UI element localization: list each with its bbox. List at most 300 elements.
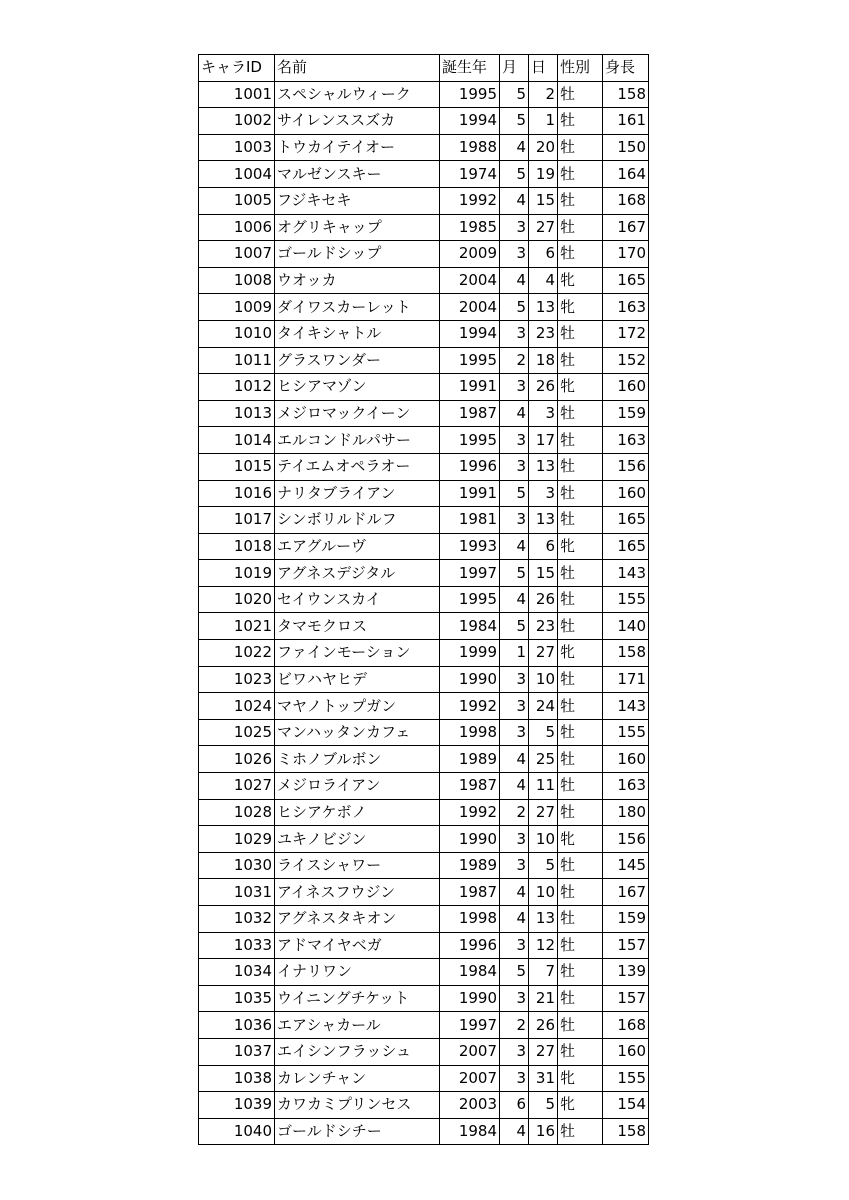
- table-row: [199, 241, 649, 268]
- cell-month: 5: [500, 959, 529, 986]
- cell-name: ヒシアケボノ: [275, 799, 440, 826]
- cell-sex: 牡: [558, 773, 603, 800]
- cell-chara-id: 1039: [199, 1092, 275, 1119]
- cell-day: 25: [529, 746, 558, 773]
- cell-sex: 牡: [558, 985, 603, 1012]
- table-row: [199, 985, 649, 1012]
- table-row: [199, 108, 649, 135]
- cell-chara-id: 1007: [199, 241, 275, 268]
- cell-sex: 牡: [558, 666, 603, 693]
- cell-height: 152: [603, 347, 649, 374]
- cell-month: 3: [500, 1065, 529, 1092]
- cell-name: アイネスフウジン: [275, 879, 440, 906]
- cell-birth-year: 1992: [440, 799, 500, 826]
- cell-height: 157: [603, 932, 649, 959]
- header-row: [199, 55, 649, 82]
- cell-day: 27: [529, 799, 558, 826]
- cell-month: 2: [500, 799, 529, 826]
- cell-birth-year: 1996: [440, 932, 500, 959]
- cell-birth-year: 2004: [440, 267, 500, 294]
- cell-height: 160: [603, 480, 649, 507]
- cell-month: 3: [500, 826, 529, 853]
- cell-month: 2: [500, 1012, 529, 1039]
- cell-name: アドマイヤベガ: [275, 932, 440, 959]
- cell-day: 12: [529, 932, 558, 959]
- cell-day: 13: [529, 507, 558, 534]
- cell-day: 23: [529, 320, 558, 347]
- cell-birth-year: 1991: [440, 480, 500, 507]
- cell-month: 5: [500, 81, 529, 108]
- cell-day: 4: [529, 267, 558, 294]
- cell-birth-year: 1992: [440, 693, 500, 720]
- cell-birth-year: 2009: [440, 241, 500, 268]
- cell-day: 24: [529, 693, 558, 720]
- cell-name: エアグルーヴ: [275, 533, 440, 560]
- cell-birth-year: 1996: [440, 453, 500, 480]
- cell-chara-id: 1034: [199, 959, 275, 986]
- table-row: [199, 906, 649, 933]
- table-row: [199, 826, 649, 853]
- cell-name: イナリワン: [275, 959, 440, 986]
- table-row: [199, 1118, 649, 1145]
- cell-month: 3: [500, 320, 529, 347]
- cell-day: 6: [529, 241, 558, 268]
- cell-day: 6: [529, 533, 558, 560]
- cell-month: 3: [500, 666, 529, 693]
- header-month: 月: [500, 55, 529, 82]
- cell-height: 165: [603, 507, 649, 534]
- cell-sex: 牡: [558, 959, 603, 986]
- cell-birth-year: 1993: [440, 533, 500, 560]
- table-row: [199, 161, 649, 188]
- cell-height: 163: [603, 773, 649, 800]
- cell-name: マヤノトップガン: [275, 693, 440, 720]
- cell-sex: 牡: [558, 427, 603, 454]
- cell-height: 168: [603, 187, 649, 214]
- table-row: [199, 320, 649, 347]
- header-height: 身長: [603, 55, 649, 82]
- cell-day: 23: [529, 613, 558, 640]
- cell-birth-year: 1988: [440, 134, 500, 161]
- cell-sex: 牡: [558, 507, 603, 534]
- cell-birth-year: 2007: [440, 1065, 500, 1092]
- cell-birth-year: 1997: [440, 1012, 500, 1039]
- cell-day: 3: [529, 400, 558, 427]
- cell-sex: 牡: [558, 480, 603, 507]
- cell-sex: 牡: [558, 852, 603, 879]
- cell-height: 160: [603, 1038, 649, 1065]
- cell-name: タマモクロス: [275, 613, 440, 640]
- cell-chara-id: 1003: [199, 134, 275, 161]
- cell-day: 27: [529, 640, 558, 667]
- cell-name: アグネスタキオン: [275, 906, 440, 933]
- cell-birth-year: 1990: [440, 985, 500, 1012]
- cell-birth-year: 2004: [440, 294, 500, 321]
- cell-chara-id: 1032: [199, 906, 275, 933]
- cell-birth-year: 1984: [440, 1118, 500, 1145]
- table-row: [199, 959, 649, 986]
- cell-height: 164: [603, 161, 649, 188]
- cell-name: フジキセキ: [275, 187, 440, 214]
- cell-month: 3: [500, 507, 529, 534]
- cell-birth-year: 1987: [440, 879, 500, 906]
- cell-name: ビワハヤヒデ: [275, 666, 440, 693]
- table-row: [199, 719, 649, 746]
- cell-birth-year: 1992: [440, 187, 500, 214]
- cell-month: 2: [500, 347, 529, 374]
- cell-chara-id: 1028: [199, 799, 275, 826]
- cell-month: 5: [500, 161, 529, 188]
- cell-name: マンハッタンカフェ: [275, 719, 440, 746]
- cell-height: 140: [603, 613, 649, 640]
- cell-chara-id: 1037: [199, 1038, 275, 1065]
- cell-sex: 牡: [558, 108, 603, 135]
- cell-chara-id: 1016: [199, 480, 275, 507]
- cell-sex: 牡: [558, 1038, 603, 1065]
- cell-name: ダイワスカーレット: [275, 294, 440, 321]
- cell-day: 5: [529, 852, 558, 879]
- cell-chara-id: 1014: [199, 427, 275, 454]
- cell-month: 3: [500, 693, 529, 720]
- table-row: [199, 1092, 649, 1119]
- cell-chara-id: 1023: [199, 666, 275, 693]
- cell-day: 15: [529, 560, 558, 587]
- cell-birth-year: 1984: [440, 613, 500, 640]
- cell-month: 4: [500, 746, 529, 773]
- cell-name: ウイニングチケット: [275, 985, 440, 1012]
- cell-birth-year: 2007: [440, 1038, 500, 1065]
- cell-height: 159: [603, 906, 649, 933]
- cell-sex: 牡: [558, 1118, 603, 1145]
- cell-height: 139: [603, 959, 649, 986]
- cell-month: 3: [500, 852, 529, 879]
- cell-month: 4: [500, 134, 529, 161]
- cell-name: ナリタブライアン: [275, 480, 440, 507]
- cell-month: 3: [500, 427, 529, 454]
- cell-height: 157: [603, 985, 649, 1012]
- cell-birth-year: 1995: [440, 347, 500, 374]
- cell-birth-year: 2003: [440, 1092, 500, 1119]
- cell-height: 155: [603, 1065, 649, 1092]
- table-row: [199, 480, 649, 507]
- cell-name: サイレンススズカ: [275, 108, 440, 135]
- cell-month: 3: [500, 453, 529, 480]
- cell-chara-id: 1036: [199, 1012, 275, 1039]
- cell-month: 4: [500, 267, 529, 294]
- cell-sex: 牡: [558, 320, 603, 347]
- table-row: [199, 560, 649, 587]
- cell-height: 172: [603, 320, 649, 347]
- table-row: [199, 746, 649, 773]
- cell-sex: 牝: [558, 294, 603, 321]
- cell-sex: 牝: [558, 374, 603, 401]
- cell-chara-id: 1002: [199, 108, 275, 135]
- cell-day: 27: [529, 214, 558, 241]
- cell-name: オグリキャップ: [275, 214, 440, 241]
- cell-month: 3: [500, 241, 529, 268]
- cell-day: 5: [529, 719, 558, 746]
- cell-chara-id: 1026: [199, 746, 275, 773]
- cell-birth-year: 1999: [440, 640, 500, 667]
- cell-birth-year: 1974: [440, 161, 500, 188]
- table-row: [199, 294, 649, 321]
- table-row: [199, 640, 649, 667]
- cell-month: 4: [500, 1118, 529, 1145]
- cell-month: 4: [500, 187, 529, 214]
- cell-height: 160: [603, 746, 649, 773]
- cell-day: 10: [529, 666, 558, 693]
- cell-sex: 牡: [558, 906, 603, 933]
- cell-birth-year: 1994: [440, 108, 500, 135]
- cell-name: ウオッカ: [275, 267, 440, 294]
- cell-birth-year: 1987: [440, 400, 500, 427]
- cell-chara-id: 1035: [199, 985, 275, 1012]
- cell-height: 163: [603, 294, 649, 321]
- cell-day: 26: [529, 374, 558, 401]
- cell-sex: 牡: [558, 347, 603, 374]
- cell-name: グラスワンダー: [275, 347, 440, 374]
- cell-chara-id: 1033: [199, 932, 275, 959]
- table-row: [199, 666, 649, 693]
- cell-day: 11: [529, 773, 558, 800]
- cell-day: 13: [529, 453, 558, 480]
- cell-height: 170: [603, 241, 649, 268]
- table-row: [199, 134, 649, 161]
- cell-sex: 牡: [558, 214, 603, 241]
- cell-chara-id: 1004: [199, 161, 275, 188]
- cell-birth-year: 1984: [440, 959, 500, 986]
- cell-sex: 牡: [558, 560, 603, 587]
- cell-chara-id: 1030: [199, 852, 275, 879]
- table-row: [199, 586, 649, 613]
- cell-name: ヒシアマゾン: [275, 374, 440, 401]
- cell-name: ユキノビジン: [275, 826, 440, 853]
- cell-height: 168: [603, 1012, 649, 1039]
- cell-birth-year: 1981: [440, 507, 500, 534]
- table-row: [199, 1012, 649, 1039]
- cell-name: スペシャルウィーク: [275, 81, 440, 108]
- cell-day: 31: [529, 1065, 558, 1092]
- cell-day: 5: [529, 1092, 558, 1119]
- cell-height: 158: [603, 1118, 649, 1145]
- cell-name: メジロライアン: [275, 773, 440, 800]
- cell-chara-id: 1038: [199, 1065, 275, 1092]
- cell-name: シンボリルドルフ: [275, 507, 440, 534]
- cell-height: 160: [603, 374, 649, 401]
- cell-month: 3: [500, 214, 529, 241]
- cell-birth-year: 1987: [440, 773, 500, 800]
- cell-height: 171: [603, 666, 649, 693]
- cell-height: 167: [603, 879, 649, 906]
- cell-height: 167: [603, 214, 649, 241]
- cell-sex: 牝: [558, 1092, 603, 1119]
- cell-sex: 牡: [558, 1012, 603, 1039]
- cell-day: 26: [529, 586, 558, 613]
- cell-height: 158: [603, 81, 649, 108]
- cell-sex: 牡: [558, 400, 603, 427]
- cell-chara-id: 1040: [199, 1118, 275, 1145]
- cell-name: ファインモーション: [275, 640, 440, 667]
- cell-month: 4: [500, 879, 529, 906]
- cell-name: エイシンフラッシュ: [275, 1038, 440, 1065]
- cell-height: 155: [603, 586, 649, 613]
- cell-birth-year: 1990: [440, 826, 500, 853]
- cell-height: 180: [603, 799, 649, 826]
- cell-chara-id: 1011: [199, 347, 275, 374]
- cell-month: 3: [500, 719, 529, 746]
- cell-month: 6: [500, 1092, 529, 1119]
- cell-month: 4: [500, 400, 529, 427]
- cell-sex: 牝: [558, 1065, 603, 1092]
- header-sex: 性別: [558, 55, 603, 82]
- cell-chara-id: 1029: [199, 826, 275, 853]
- cell-day: 20: [529, 134, 558, 161]
- table-row: [199, 453, 649, 480]
- table-row: [199, 1038, 649, 1065]
- cell-chara-id: 1019: [199, 560, 275, 587]
- cell-height: 165: [603, 267, 649, 294]
- table-row: [199, 427, 649, 454]
- cell-chara-id: 1018: [199, 533, 275, 560]
- table-row: [199, 374, 649, 401]
- header-name: 名前: [275, 55, 440, 82]
- cell-sex: 牡: [558, 81, 603, 108]
- table-row: [199, 81, 649, 108]
- cell-sex: 牡: [558, 693, 603, 720]
- cell-height: 154: [603, 1092, 649, 1119]
- cell-height: 143: [603, 560, 649, 587]
- cell-chara-id: 1031: [199, 879, 275, 906]
- cell-day: 26: [529, 1012, 558, 1039]
- cell-chara-id: 1013: [199, 400, 275, 427]
- cell-chara-id: 1015: [199, 453, 275, 480]
- cell-name: エアシャカール: [275, 1012, 440, 1039]
- cell-month: 4: [500, 586, 529, 613]
- cell-chara-id: 1009: [199, 294, 275, 321]
- cell-day: 1: [529, 108, 558, 135]
- cell-month: 3: [500, 374, 529, 401]
- cell-birth-year: 1990: [440, 666, 500, 693]
- cell-name: ゴールドシチー: [275, 1118, 440, 1145]
- cell-height: 163: [603, 427, 649, 454]
- cell-month: 5: [500, 613, 529, 640]
- cell-name: ゴールドシップ: [275, 241, 440, 268]
- cell-day: 7: [529, 959, 558, 986]
- cell-chara-id: 1005: [199, 187, 275, 214]
- cell-name: アグネスデジタル: [275, 560, 440, 587]
- cell-birth-year: 1998: [440, 719, 500, 746]
- character-table: [198, 54, 649, 1145]
- cell-birth-year: 1998: [440, 906, 500, 933]
- cell-height: 158: [603, 640, 649, 667]
- cell-month: 4: [500, 906, 529, 933]
- cell-birth-year: 1995: [440, 586, 500, 613]
- cell-sex: 牝: [558, 533, 603, 560]
- table-row: [199, 400, 649, 427]
- table-row: [199, 347, 649, 374]
- cell-day: 16: [529, 1118, 558, 1145]
- cell-chara-id: 1012: [199, 374, 275, 401]
- cell-sex: 牡: [558, 134, 603, 161]
- header-day: 日: [529, 55, 558, 82]
- cell-day: 10: [529, 826, 558, 853]
- cell-height: 155: [603, 719, 649, 746]
- cell-height: 150: [603, 134, 649, 161]
- cell-chara-id: 1025: [199, 719, 275, 746]
- cell-name: マルゼンスキー: [275, 161, 440, 188]
- cell-birth-year: 1989: [440, 852, 500, 879]
- cell-month: 1: [500, 640, 529, 667]
- cell-chara-id: 1027: [199, 773, 275, 800]
- cell-month: 3: [500, 985, 529, 1012]
- table-row: [199, 693, 649, 720]
- cell-birth-year: 1991: [440, 374, 500, 401]
- cell-name: トウカイテイオー: [275, 134, 440, 161]
- cell-day: 27: [529, 1038, 558, 1065]
- cell-birth-year: 1989: [440, 746, 500, 773]
- cell-sex: 牡: [558, 613, 603, 640]
- table-row: [199, 879, 649, 906]
- cell-sex: 牝: [558, 267, 603, 294]
- cell-sex: 牡: [558, 241, 603, 268]
- cell-month: 4: [500, 773, 529, 800]
- table-row: [199, 773, 649, 800]
- cell-chara-id: 1006: [199, 214, 275, 241]
- cell-day: 10: [529, 879, 558, 906]
- cell-sex: 牡: [558, 879, 603, 906]
- cell-chara-id: 1021: [199, 613, 275, 640]
- cell-name: テイエムオペラオー: [275, 453, 440, 480]
- cell-month: 3: [500, 1038, 529, 1065]
- cell-day: 17: [529, 427, 558, 454]
- table-row: [199, 507, 649, 534]
- cell-chara-id: 1010: [199, 320, 275, 347]
- table-body: [199, 81, 649, 1145]
- cell-month: 5: [500, 108, 529, 135]
- cell-birth-year: 1997: [440, 560, 500, 587]
- cell-height: 161: [603, 108, 649, 135]
- cell-name: カレンチャン: [275, 1065, 440, 1092]
- cell-birth-year: 1995: [440, 427, 500, 454]
- cell-month: 5: [500, 560, 529, 587]
- cell-height: 145: [603, 852, 649, 879]
- cell-day: 13: [529, 294, 558, 321]
- cell-month: 5: [500, 294, 529, 321]
- cell-name: エルコンドルパサー: [275, 427, 440, 454]
- cell-day: 19: [529, 161, 558, 188]
- table-row: [199, 799, 649, 826]
- cell-sex: 牡: [558, 719, 603, 746]
- cell-chara-id: 1017: [199, 507, 275, 534]
- cell-day: 18: [529, 347, 558, 374]
- cell-birth-year: 1985: [440, 214, 500, 241]
- table-row: [199, 852, 649, 879]
- table-row: [199, 187, 649, 214]
- cell-sex: 牡: [558, 746, 603, 773]
- table-row: [199, 214, 649, 241]
- cell-name: タイキシャトル: [275, 320, 440, 347]
- table-row: [199, 533, 649, 560]
- cell-sex: 牡: [558, 932, 603, 959]
- cell-birth-year: 1995: [440, 81, 500, 108]
- cell-name: ミホノブルボン: [275, 746, 440, 773]
- cell-height: 156: [603, 453, 649, 480]
- cell-sex: 牝: [558, 826, 603, 853]
- cell-chara-id: 1001: [199, 81, 275, 108]
- cell-name: ライスシャワー: [275, 852, 440, 879]
- cell-sex: 牡: [558, 161, 603, 188]
- cell-sex: 牡: [558, 586, 603, 613]
